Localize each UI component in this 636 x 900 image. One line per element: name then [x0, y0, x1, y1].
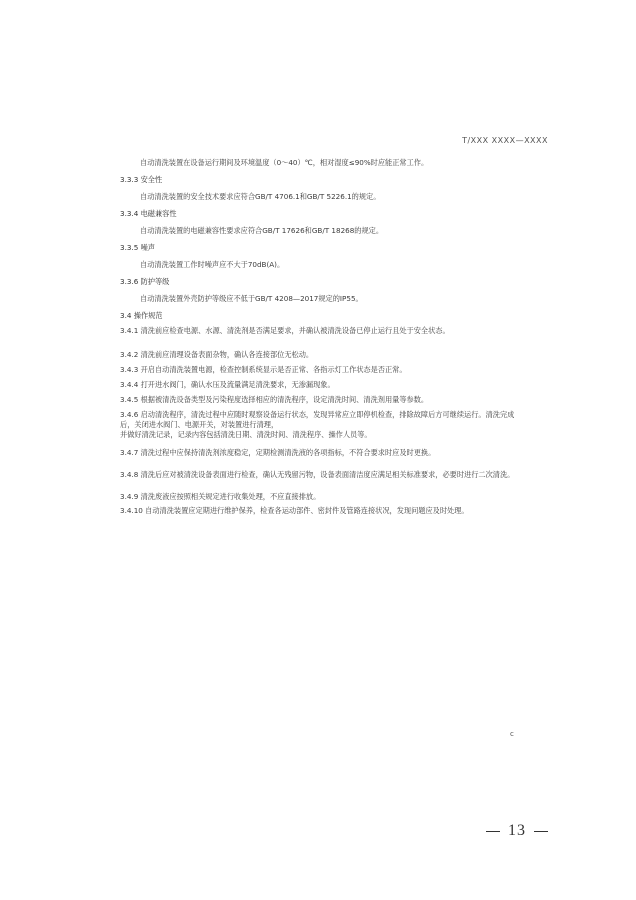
clause-3-4-9: 3.4.9 清洗废液应按照相关规定进行收集处理，不应直接排放。	[120, 492, 321, 501]
clause-3-4-3: 3.4.3 开启自动清洗装置电源，检查控制系统显示是否正常、各指示灯工作状态是否正常。	[120, 365, 407, 374]
paragraph-line: 自动清洗装置的安全技术要求应符合GB/T 4706.1和GB/T 5226.1的规定。	[140, 192, 381, 201]
section-heading: 3.3.6 防护等级	[120, 277, 170, 286]
dash-right	[534, 831, 548, 832]
clause-3-4-2: 3.4.2 清洗前应清理设备表面杂物，确认各连接部位无松动。	[120, 350, 314, 359]
paragraph-line: 自动清洗装置的电磁兼容性要求应符合GB/T 17626和GB/T 18268的规定。	[140, 226, 384, 235]
clause-3-4-6-cont: 并做好清洗记录，记录内容包括清洗日期、清洗时间、清洗程序、操作人员等。	[120, 430, 372, 439]
section-heading: 3.4 操作规范	[120, 311, 163, 320]
paragraph-line: 自动清洗装置工作时噪声应不大于70dB(A)。	[140, 260, 285, 269]
standard-code: T/XXX XXXX—XXXX	[462, 136, 548, 145]
clause-3-4-6: 3.4.6 启动清洗程序，清洗过程中应随时观察设备运行状态，发现异常应立即停机检查，排除故障后方可继续运行。清洗完成后，关闭进水阀门、电源开关，对装置进行清理，	[120, 410, 515, 429]
clause-3-4-8: 3.4.8 清洗后应对被清洗设备表面进行检查，确认无残留污物，设备表面清洁度应满足相关标准要求，必要时进行二次清洗。	[120, 470, 515, 479]
section-heading: 3.3.4 电磁兼容性	[120, 209, 177, 218]
section-heading: 3.3.5 噪声	[120, 243, 155, 252]
clause-3-4-7: 3.4.7 清洗过程中应保持清洗剂浓度稳定，定期检测清洗液的各项指标，不符合要求时应及时更换。	[120, 448, 436, 457]
clause-3-4-5: 3.4.5 根据被清洗设备类型及污染程度选择相应的清洗程序，设定清洗时间、清洗剂用量等参数。	[120, 395, 429, 404]
paragraph-line: 自动清洗装置在设备运行期间及环境温度（0～40）℃，相对湿度≤90%时应能正常工作。	[140, 158, 429, 167]
clause-3-4-1: 3.4.1 清洗前应检查电源、水源、清洗剂是否满足要求，并确认被清洗设备已停止运行且处于安全状态。	[120, 326, 450, 335]
section-heading: 3.3.3 安全性	[120, 175, 163, 184]
dash-left	[486, 831, 500, 832]
page-number-value: 13	[508, 822, 526, 839]
clause-3-4-4: 3.4.4 打开进水阀门，确认水压及流量满足清洗要求，无渗漏现象。	[120, 380, 335, 389]
footnote-mark: c	[510, 730, 514, 738]
paragraph-line: 自动清洗装置外壳防护等级应不低于GB/T 4208—2017规定的IP55。	[140, 294, 363, 303]
page-number	[478, 822, 556, 840]
clause-3-4-10: 3.4.10 自动清洗装置应定期进行维护保养，检查各运动部件、密封件及管路连接状况，发现问题应及时处理。	[120, 506, 469, 515]
